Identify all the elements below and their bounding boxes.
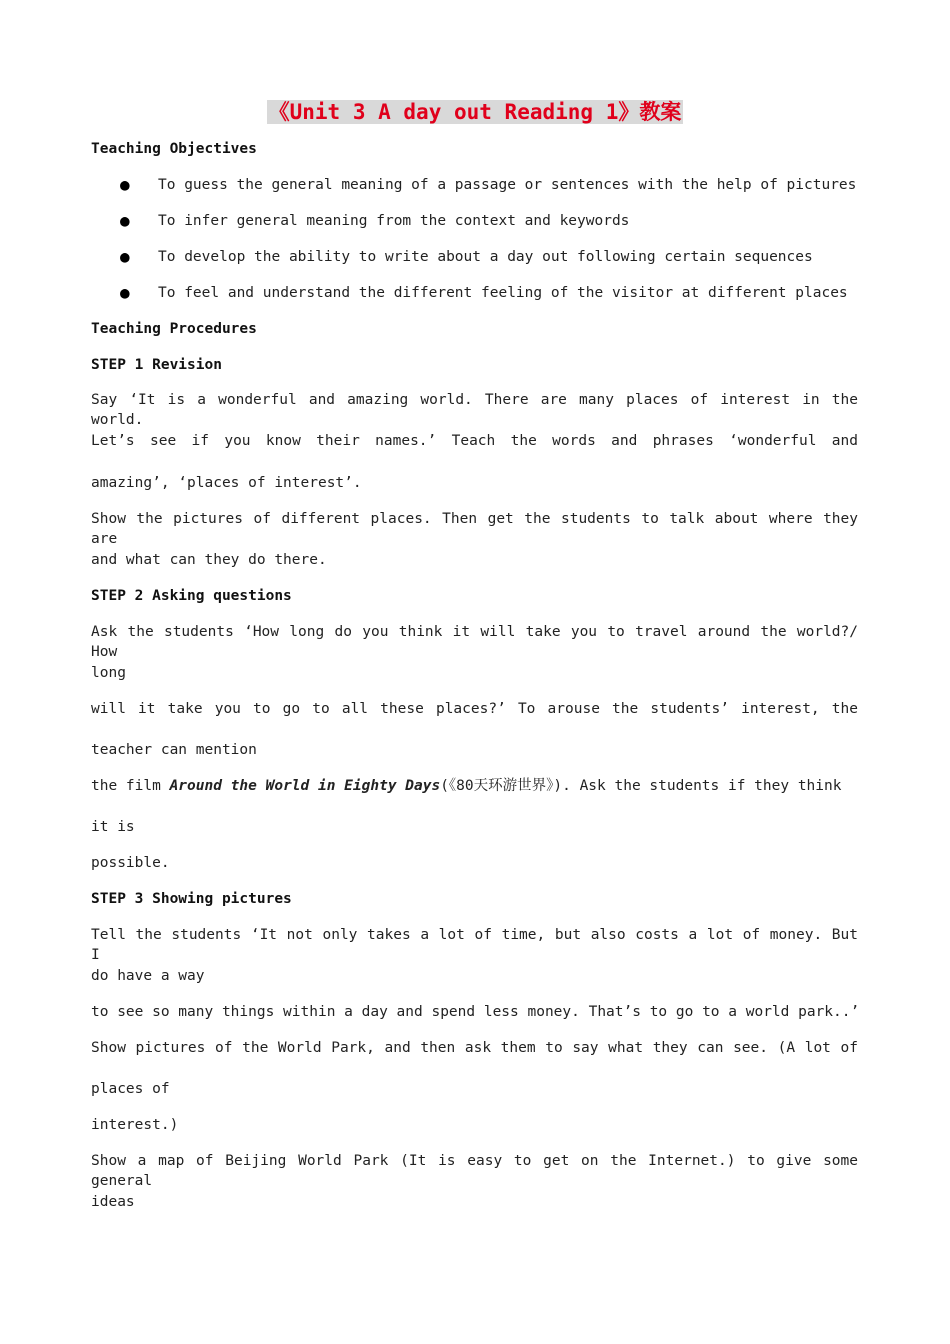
step2-film-line bbox=[91, 776, 858, 796]
step2-text-line: Ask the students ‘How long do you think it will take you to travel around the world?/ How bbox=[91, 624, 858, 660]
film-outro-text: (《80天环游世界》). Ask the students if they think bbox=[440, 778, 842, 794]
step1-text-line: amazing’, ‘places of interest’. bbox=[91, 475, 362, 491]
step2-text-line: possible. bbox=[91, 855, 170, 871]
step1-text-line: Say ‘It is a wonderful and amazing world. There are many places of interest in the world. bbox=[91, 392, 858, 428]
document-title: 《Unit 3 A day out Reading 1》教案 bbox=[268, 100, 682, 124]
step1-text-line: Show the pictures of different places. Then get the students to talk about where they are bbox=[91, 511, 858, 547]
film-title: Around the World in Eighty Days bbox=[169, 778, 441, 794]
step2-text-line: will it take you to go to all these places?’ To arouse the students’ interest, the bbox=[91, 701, 858, 717]
step2-text-line: it is bbox=[91, 819, 135, 835]
step3-text-line: places of bbox=[91, 1081, 170, 1097]
step3-text-line: Show a map of Beijing World Park (It is easy to get on the Internet.) to give some general bbox=[91, 1153, 858, 1189]
objective-item: To develop the ability to write about a day out following certain sequences bbox=[158, 249, 813, 265]
step3-heading: STEP 3 Showing pictures bbox=[91, 891, 292, 907]
step3-text-line: interest.) bbox=[91, 1117, 179, 1133]
step1-text-line: and what can they do there. bbox=[91, 552, 327, 568]
bullet-icon: ● bbox=[120, 247, 130, 266]
bullet-icon: ● bbox=[120, 175, 130, 194]
step1-heading: STEP 1 Revision bbox=[91, 357, 222, 373]
objective-item: To guess the general meaning of a passage or sentences with the help of pictures bbox=[158, 177, 857, 193]
step2-text-line: long bbox=[91, 665, 126, 681]
objectives-heading: Teaching Objectives bbox=[91, 141, 257, 157]
step3-text-line: do have a way bbox=[91, 968, 205, 984]
step3-text-line: Tell the students ‘It not only takes a lot of time, but also costs a lot of money. But I bbox=[91, 927, 858, 963]
film-intro-text: the film bbox=[91, 778, 170, 794]
bullet-icon: ● bbox=[120, 211, 130, 230]
step3-text-line: Show pictures of the World Park, and then ask them to say what they can see. (A lot of bbox=[91, 1040, 858, 1056]
step2-heading: STEP 2 Asking questions bbox=[91, 588, 292, 604]
objective-item: To infer general meaning from the context and keywords bbox=[158, 213, 630, 229]
step3-text-line: ideas bbox=[91, 1194, 135, 1210]
bullet-icon: ● bbox=[120, 283, 130, 302]
step2-text-line: teacher can mention bbox=[91, 742, 257, 758]
step1-text-line: Let’s see if you know their names.’ Teach the words and phrases ‘wonderful and bbox=[91, 433, 858, 449]
step3-text-line: to see so many things within a day and spend less money. That’s to go to a world park..’ bbox=[91, 1004, 860, 1020]
objective-item: To feel and understand the different feeling of the visitor at different places bbox=[158, 285, 848, 301]
procedures-heading: Teaching Procedures bbox=[91, 321, 257, 337]
